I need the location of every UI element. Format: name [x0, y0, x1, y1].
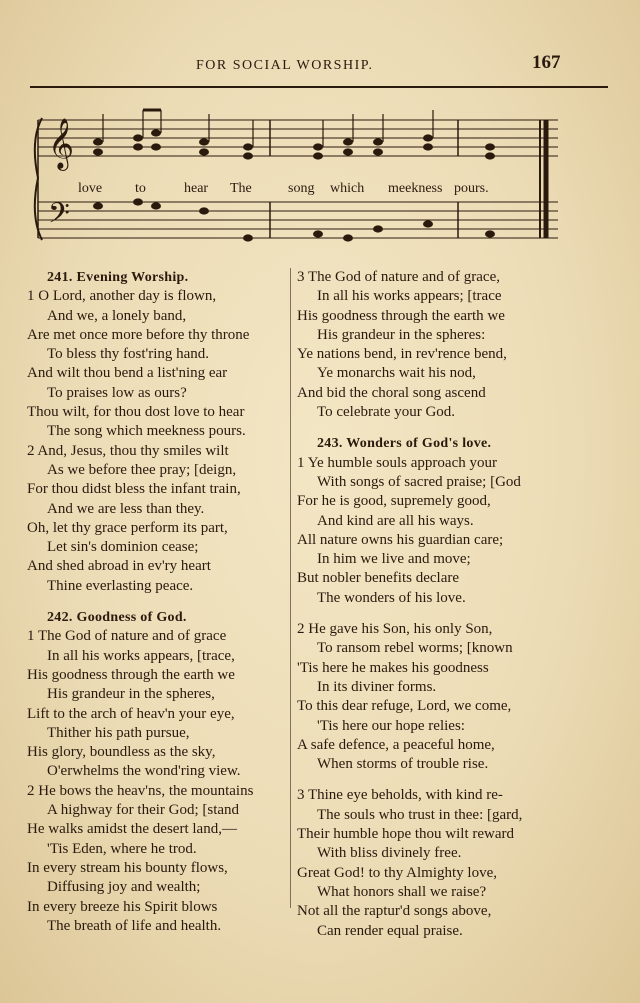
verse-line: In all his works appears; [trace — [317, 288, 502, 305]
hymn-title: 242. Goodness of God. — [47, 610, 187, 626]
verse-line: 3 The God of nature and of grace, — [297, 269, 500, 285]
lyric-word: which — [330, 181, 365, 196]
verse-line: And we, a lonely band, — [47, 307, 187, 324]
verse-line: Thither his path pursue, — [47, 724, 190, 741]
verse-line: As we before thee pray; [deign, — [47, 461, 237, 478]
verse-line: His goodness through the earth we — [27, 666, 235, 683]
verse-line: A highway for their God; [stand — [47, 802, 240, 819]
verse-line: In all his works appears, [trace, — [47, 647, 235, 664]
verse-line: His goodness through the earth we — [297, 307, 505, 324]
lyric-word: love — [78, 181, 103, 196]
stanza-gap — [297, 608, 559, 620]
verse-line: He walks amidst the desert land,— — [27, 821, 237, 838]
verse-line: The song which meekness pours. — [47, 423, 246, 440]
verse-line: The wonders of his love. — [317, 589, 466, 606]
verse-line: In him we live and move; — [317, 551, 471, 568]
stanza-gap — [27, 596, 289, 608]
verse-line: 'Tis here our hope relies: — [317, 717, 465, 734]
verse-line: 1 O Lord, another day is flown, — [27, 288, 217, 305]
running-title: FOR SOCIAL WORSHIP. — [196, 58, 374, 73]
verse-line: Ye nations bend, in rev'rence bend, — [297, 346, 507, 363]
verse-line: Are met once more before thy throne — [27, 326, 250, 343]
verse-line: To celebrate your God. — [317, 404, 456, 421]
verse-line: Can render equal praise. — [317, 922, 463, 939]
stanza-gap — [297, 422, 559, 434]
verse-line: All nature owns his guardian care; — [297, 531, 504, 548]
page-number: 167 — [532, 52, 561, 73]
verse-line: His grandeur in the spheres, — [47, 686, 215, 703]
verse-line: What honors shall we raise? — [317, 883, 487, 900]
verse-line: 'Tis Eden, where he trod. — [47, 840, 197, 857]
music-score — [28, 100, 568, 260]
right-column — [297, 268, 559, 941]
verse-line: To bless thy fost'ring hand. — [47, 346, 210, 363]
verse-line: Lift to the arch of heav'n your eye, — [27, 705, 235, 722]
verse-line: 1 Ye humble souls approach your — [297, 454, 497, 471]
verse-line: For thou didst bless the infant train, — [27, 481, 241, 498]
verse-line: Not all the raptur'd songs above, — [297, 903, 492, 920]
verse-line: The breath of life and health. — [47, 917, 222, 934]
verse-line: His grandeur in the spheres: — [317, 326, 486, 343]
verse-line: Ye monarchs wait his nod, — [317, 365, 476, 382]
verse-line: Diffusing joy and wealth; — [47, 879, 201, 896]
hymn-title: 243. Wonders of God's love. — [317, 436, 492, 452]
verse-line: To praises low as ours? — [47, 384, 187, 401]
treble-staff — [38, 120, 558, 156]
verse-line: O'erwhelms the wond'ring view. — [47, 763, 241, 780]
running-header — [0, 52, 640, 78]
treble-clef-icon: 𝄞 — [48, 118, 75, 169]
verse-line: For he is good, supremely good, — [297, 493, 491, 510]
left-column — [27, 268, 289, 936]
verse-line: In every breeze his Spirit blows — [27, 898, 218, 915]
verse-line: To ransom rebel worms; [known — [317, 640, 513, 657]
verse-line: When storms of trouble rise. — [317, 756, 489, 773]
verse-line: And we are less than they. — [47, 500, 205, 517]
verse-line: In its diviner forms. — [317, 678, 437, 695]
bass-clef-icon: 𝄢 — [48, 197, 70, 237]
stanza-gap — [297, 774, 559, 786]
bass-staff — [38, 202, 558, 238]
verse-line: And wilt thou bend a list'ning ear — [27, 365, 228, 382]
verse-line: And kind are all his ways. — [317, 512, 474, 529]
verse-line: 3 Thine eye beholds, with kind re- — [297, 787, 503, 804]
verse-line: Oh, let thy grace perform its part, — [27, 519, 228, 536]
verse-line: With bliss divinely free. — [317, 845, 462, 862]
verse-line: And shed abroad in ev'ry heart — [27, 558, 211, 575]
lyric-word: pours. — [454, 181, 489, 196]
verse-line: In every stream his bounty flows, — [27, 859, 228, 876]
verse-line: 'Tis here he makes his goodness — [297, 659, 489, 676]
verse-line: Their humble hope thou wilt reward — [297, 826, 515, 843]
header-rule — [30, 86, 608, 88]
verse-line: But nobler benefits declare — [297, 570, 460, 587]
verse-line: A safe defence, a peaceful home, — [297, 736, 495, 753]
verse-line: 2 He bows the heav'ns, the mountains — [27, 782, 254, 799]
lyric-word: to — [135, 181, 146, 196]
lyric-word: hear — [184, 181, 209, 196]
verse-line: Let sin's dominion cease; — [47, 539, 199, 556]
verse-line: His glory, boundless as the sky, — [27, 744, 216, 761]
column-divider — [290, 268, 291, 908]
verse-line: The souls who trust in thee: [gard, — [317, 806, 523, 823]
verse-line: Great God! to thy Almighty love, — [297, 864, 497, 881]
verse-line: With songs of sacred praise; [God — [317, 473, 521, 490]
lyric-word: song — [288, 181, 315, 196]
verse-line: And bid the choral song ascend — [297, 384, 486, 401]
hymn-title: 241. Evening Worship. — [47, 270, 189, 285]
verse-line: 2 He gave his Son, his only Son, — [297, 621, 493, 638]
verse-line: To this dear refuge, Lord, we come, — [297, 698, 512, 715]
verse-line: Thou wilt, for thou dost love to hear — [27, 404, 245, 421]
verse-line: 2 And, Jesus, thou thy smiles wilt — [27, 442, 229, 459]
verse-line: Thine everlasting peace. — [47, 577, 194, 594]
lyric-word: meekness — [388, 181, 443, 196]
verse-line: 1 The God of nature and of grace — [27, 628, 227, 645]
lyric-word: The — [230, 181, 252, 196]
